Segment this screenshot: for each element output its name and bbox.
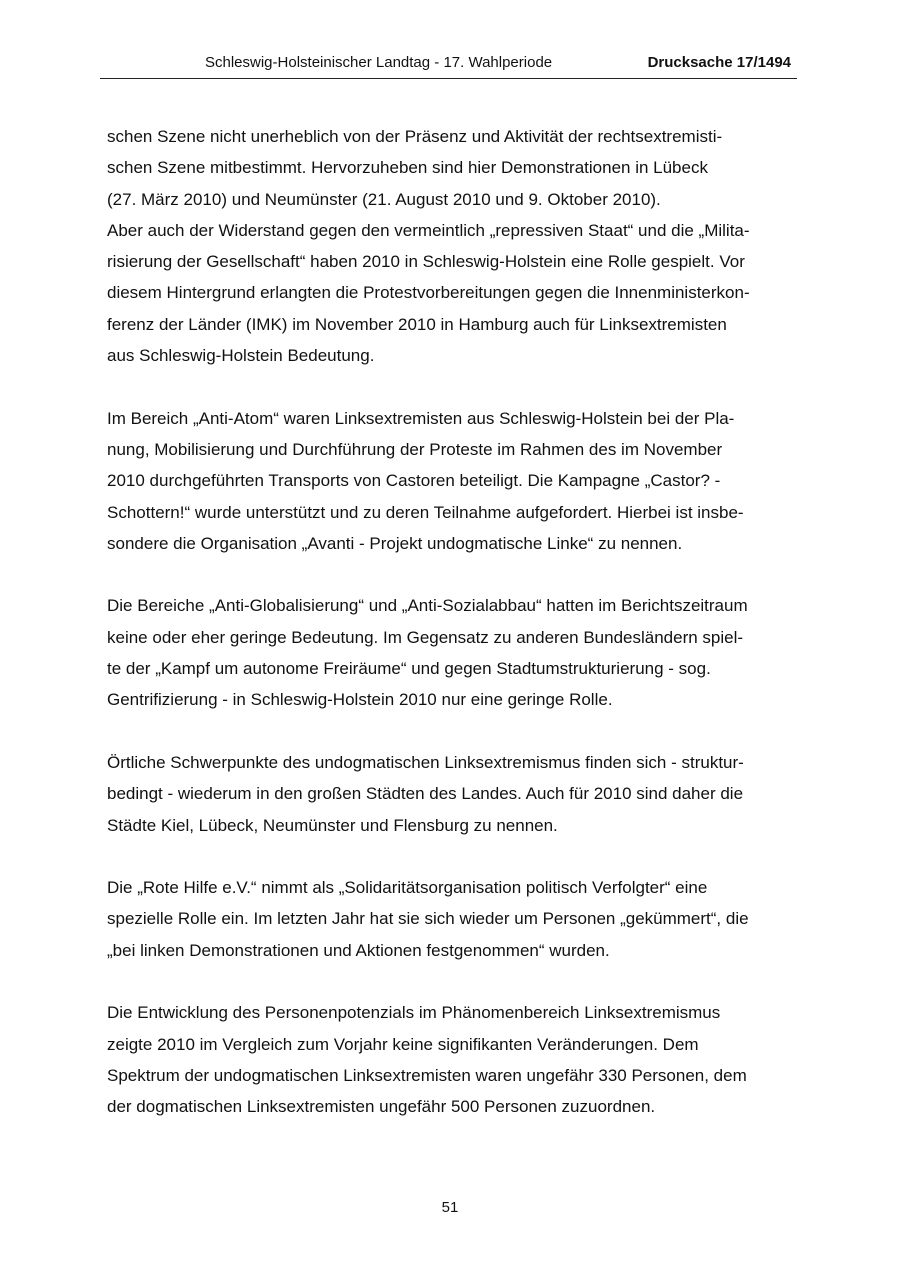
text-line: te der „Kampf um autonome Freiräume“ und gegen Stadtumstrukturierung - sog. [107, 659, 711, 679]
paragraph [107, 590, 807, 715]
text-line: Die Bereiche „Anti-Globalisierung“ und „Anti-Sozialabbau“ hatten im Berichtszeitraum [107, 596, 748, 616]
text-line: schen Szene nicht unerheblich von der Präsenz und Aktivität der rechtsextremisti- [107, 127, 723, 146]
text-line: aus Schleswig-Holstein Bedeutung. [107, 346, 375, 366]
text-line: der dogmatischen Linksextremisten ungefähr 500 Personen zuzuordnen. [107, 1097, 656, 1117]
text-line: sondere die Organisation „Avanti - Projekt undogmatische Linke“ zu nennen. [107, 533, 683, 553]
document-body [107, 121, 807, 1154]
text-line: Aber auch der Widerstand gegen den vermeintlich „repressiven Staat“ und die „Milita- [107, 220, 750, 240]
text-line: Gentrifizierung - in Schleswig-Holstein 2010 nur eine geringe Rolle. [107, 690, 613, 710]
text-line: zeigte 2010 im Vergleich zum Vorjahr keine signifikanten Veränderungen. Dem [107, 1034, 699, 1054]
text-line: ferenz der Länder (IMK) im November 2010 in Hamburg auch für Linksextremisten [107, 314, 727, 334]
text-line: Spektrum der undogmatischen Linksextremisten waren ungefähr 330 Personen, dem [107, 1065, 747, 1085]
page-number: 51 [441, 1199, 459, 1216]
paragraph [107, 747, 807, 841]
text-line: bedingt - wiederum in den großen Städten des Landes. Auch für 2010 sind daher die [107, 784, 744, 804]
paragraph [107, 997, 807, 1122]
page-header [100, 52, 797, 79]
paragraph [107, 872, 807, 966]
text-line: schen Szene mitbestimmt. Hervorzuheben sind hier Demonstrationen in Lübeck [107, 158, 708, 178]
text-line: keine oder eher geringe Bedeutung. Im Gegensatz zu anderen Bundesländern spiel- [107, 627, 744, 647]
text-line: diesem Hintergrund erlangten die Protestvorbereitungen gegen die Innenministerkon- [107, 283, 750, 303]
paragraph [107, 403, 807, 559]
text-line: spezielle Rolle ein. Im letzten Jahr hat sie sich wieder um Personen „gekümmert“, die [107, 909, 749, 929]
text-line: Örtliche Schwerpunkte des undogmatischen Linksextremismus finden sich - struktur- [107, 752, 744, 772]
text-line: (27. März 2010) und Neumünster (21. August 2010 und 9. Oktober 2010). [107, 189, 661, 209]
drucksache-number: Drucksache 17/1494 [647, 54, 791, 71]
text-line: Im Bereich „Anti-Atom“ waren Linksextremisten aus Schleswig-Holstein bei der Pla- [107, 408, 735, 428]
text-line: nung, Mobilisierung und Durchführung der Proteste im Rahmen des im November [107, 439, 723, 459]
text-line: Schottern!“ wurde unterstützt und zu deren Teilnahme aufgefordert. Hierbei ist insbe- [107, 502, 744, 522]
text-line: risierung der Gesellschaft“ haben 2010 in Schleswig-Holstein eine Rolle gespielt. Vor [107, 252, 745, 272]
text-line: 2010 durchgeführten Transports von Castoren beteiligt. Die Kampagne „Castor? - [107, 471, 721, 491]
text-line: Städte Kiel, Lübeck, Neumünster und Flensburg zu nennen. [107, 815, 558, 835]
text-line: Die „Rote Hilfe e.V.“ nimmt als „Solidaritätsorganisation politisch Verfolgter“ eine [107, 878, 708, 898]
header-title: Schleswig-Holsteinischer Landtag - 17. Wahlperiode [205, 54, 553, 71]
text-line: Die Entwicklung des Personenpotenzials im Phänomenbereich Linksextremismus [107, 1003, 721, 1023]
text-line: „bei linken Demonstrationen und Aktionen festgenommen“ wurden. [107, 940, 610, 960]
paragraph [107, 121, 807, 371]
